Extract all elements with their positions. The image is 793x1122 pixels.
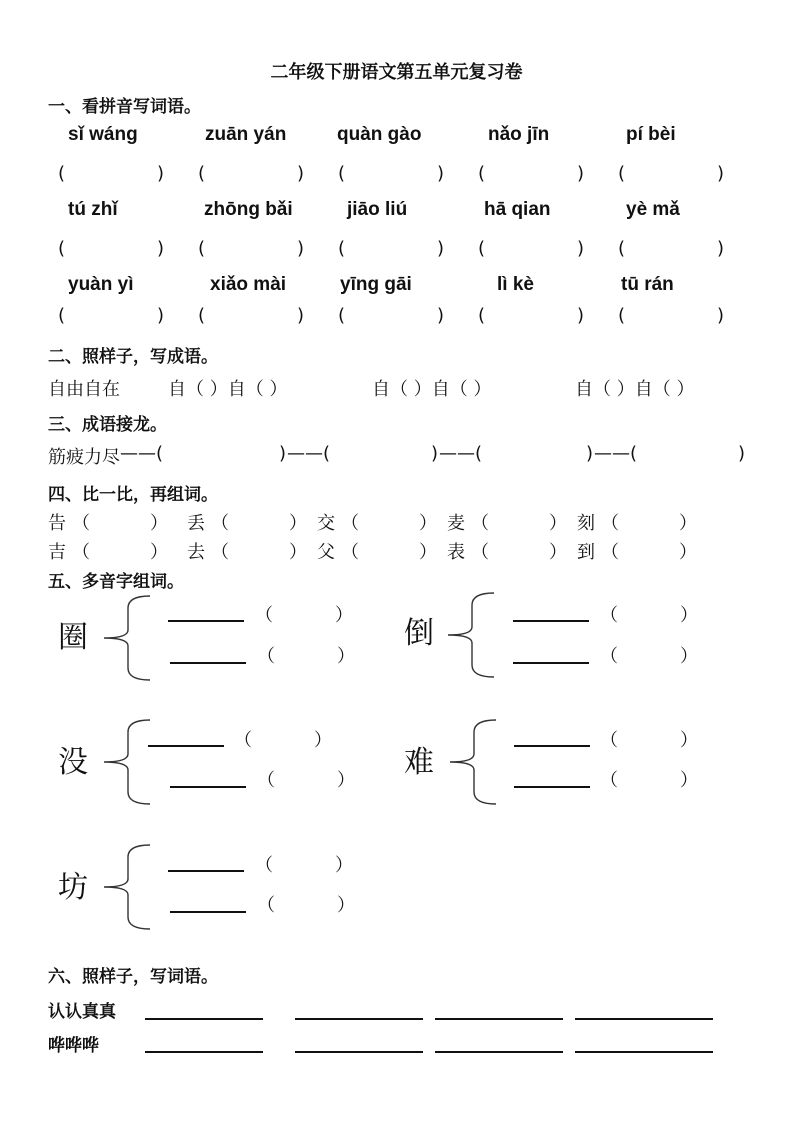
answer-blank[interactable]: ） (680, 646, 698, 667)
section-3-heading: 三、成语接龙。 (48, 415, 167, 435)
section-4-heading: 四、比一比，再组词。 (48, 485, 218, 505)
answer-blank[interactable]: （ (211, 542, 229, 563)
idiom-chain-close[interactable]: ) (586, 443, 594, 464)
pinyin-item: zhōng bǎi (204, 199, 293, 220)
paren-open: （ (257, 646, 275, 667)
section-2-heading: 二、照样子，写成语。 (48, 347, 218, 367)
curly-brace-icon (102, 718, 152, 808)
pattern-example: 认认真真 (48, 1002, 116, 1022)
paren-open: （ (257, 770, 275, 791)
answer-blank[interactable]: ） (335, 855, 353, 876)
pinyin-item: yīng gāi (340, 274, 412, 295)
polyphone-char: 圈 (58, 620, 88, 655)
answer-line[interactable] (168, 870, 244, 872)
answer-blank[interactable]: （ (601, 513, 619, 534)
page-title: 二年级下册语文第五单元复习卷 (270, 62, 523, 83)
paren-close: ） (289, 513, 307, 534)
answer-line[interactable] (575, 1051, 713, 1053)
polyphone-char: 没 (58, 745, 88, 780)
curly-brace-icon (102, 843, 152, 933)
paren-open: （ (234, 730, 252, 751)
answer-blank[interactable]: ） (314, 730, 332, 751)
answer-line[interactable] (170, 911, 246, 913)
idiom-chain-start: 筋疲力尽 (48, 447, 120, 468)
polyphone-char: 倒 (404, 616, 434, 651)
section-5-heading: 五、多音字组词。 (48, 572, 184, 592)
polyphone-char: 坊 (58, 870, 88, 905)
idiom-chain-link: ——( (594, 443, 638, 464)
answer-line[interactable] (513, 620, 589, 622)
answer-blank[interactable]: ） (680, 605, 698, 626)
idiom-pattern-blank[interactable]: 自（ ）自（ ） (168, 379, 288, 400)
idiom-pattern-blank[interactable]: 自（ ）自（ ） (372, 379, 492, 400)
compare-char: 丢 (187, 513, 205, 534)
paren-close: ） (150, 513, 168, 534)
paren-open: （ (255, 855, 273, 876)
answer-blank[interactable]: ） (337, 770, 355, 791)
answer-blank[interactable]: （ (341, 542, 359, 563)
compare-char: 父 (317, 542, 335, 563)
answer-line[interactable] (514, 786, 590, 788)
paren-open: （ (600, 730, 618, 751)
section-6-heading: 六、照样子，写词语。 (48, 967, 218, 987)
section-1-heading: 一、看拼音写词语。 (48, 97, 201, 117)
answer-line[interactable] (435, 1051, 563, 1053)
answer-blank[interactable]: （ (72, 542, 90, 563)
pinyin-item: lì kè (497, 274, 534, 295)
answer-blank[interactable]: ） (337, 646, 355, 667)
idiom-chain-link: ——( (439, 443, 483, 464)
pinyin-item: quàn gào (337, 124, 422, 145)
curly-brace-icon (448, 718, 498, 808)
pattern-example: 哗哗哗 (48, 1036, 99, 1056)
answer-line[interactable] (148, 745, 224, 747)
compare-char: 刻 (577, 513, 595, 534)
answer-line[interactable] (145, 1051, 263, 1053)
answer-line[interactable] (295, 1051, 423, 1053)
paren-open: （ (600, 605, 618, 626)
paren-close: ） (679, 513, 697, 534)
compare-char: 麦 (447, 513, 465, 534)
answer-blank[interactable]: ） (680, 730, 698, 751)
paren-close: ） (419, 513, 437, 534)
answer-blank[interactable]: ） (337, 895, 355, 916)
compare-char: 告 (48, 513, 66, 534)
compare-char: 吉 (48, 542, 66, 563)
pinyin-item: sǐ wáng (68, 124, 138, 145)
answer-line[interactable] (170, 662, 246, 664)
idiom-chain-close[interactable]: ) (738, 443, 746, 464)
paren-close: ） (150, 542, 168, 563)
idiom-chain-link: ——( (120, 443, 164, 464)
paren-close: ） (419, 542, 437, 563)
polyphone-char: 难 (404, 745, 434, 780)
answer-blank[interactable]: （ (471, 542, 489, 563)
answer-line[interactable] (168, 620, 244, 622)
pinyin-item: yuàn yì (68, 274, 134, 295)
answer-line[interactable] (575, 1018, 713, 1020)
answer-line[interactable] (295, 1018, 423, 1020)
pinyin-item: tū rán (621, 274, 674, 295)
pinyin-item: pí bèi (626, 124, 676, 145)
pinyin-item: yè mǎ (626, 199, 680, 220)
answer-blank[interactable]: （ (471, 513, 489, 534)
pinyin-item: zuān yán (205, 124, 287, 145)
answer-blank[interactable]: ） (335, 605, 353, 626)
idiom-chain-close[interactable]: ) (279, 443, 287, 464)
idiom-example: 自由自在 (48, 379, 120, 400)
compare-char: 到 (577, 542, 595, 563)
paren-open: （ (600, 770, 618, 791)
compare-char: 表 (447, 542, 465, 563)
paren-close: ） (549, 513, 567, 534)
answer-line[interactable] (514, 745, 590, 747)
paren-close: ） (549, 542, 567, 563)
idiom-chain-link: ——( (287, 443, 331, 464)
pinyin-item: xiǎo mài (210, 274, 287, 295)
answer-line[interactable] (513, 662, 589, 664)
curly-brace-icon (446, 591, 496, 681)
answer-blank[interactable]: （ (341, 513, 359, 534)
curly-brace-icon (102, 594, 152, 684)
answer-blank[interactable]: （ (211, 513, 229, 534)
pinyin-item: tú zhǐ (68, 199, 118, 220)
paren-close: ） (289, 542, 307, 563)
pinyin-item: nǎo jīn (488, 124, 550, 145)
idiom-pattern-blank[interactable]: 自（ ）自（ ） (575, 379, 695, 400)
paren-open: （ (255, 605, 273, 626)
pinyin-item: hā qian (484, 199, 551, 220)
answer-line[interactable] (170, 786, 246, 788)
paren-close: ） (679, 542, 697, 563)
pinyin-item: jiāo liú (347, 199, 408, 220)
answer-blank[interactable]: （ (72, 513, 90, 534)
paren-open: （ (257, 895, 275, 916)
paren-open: （ (600, 646, 618, 667)
compare-char: 去 (187, 542, 205, 563)
idiom-chain-close[interactable]: ) (431, 443, 439, 464)
answer-line[interactable] (435, 1018, 563, 1020)
answer-line[interactable] (145, 1018, 263, 1020)
answer-blank[interactable]: （ (601, 542, 619, 563)
compare-char: 交 (317, 513, 335, 534)
answer-blank[interactable]: ） (680, 770, 698, 791)
